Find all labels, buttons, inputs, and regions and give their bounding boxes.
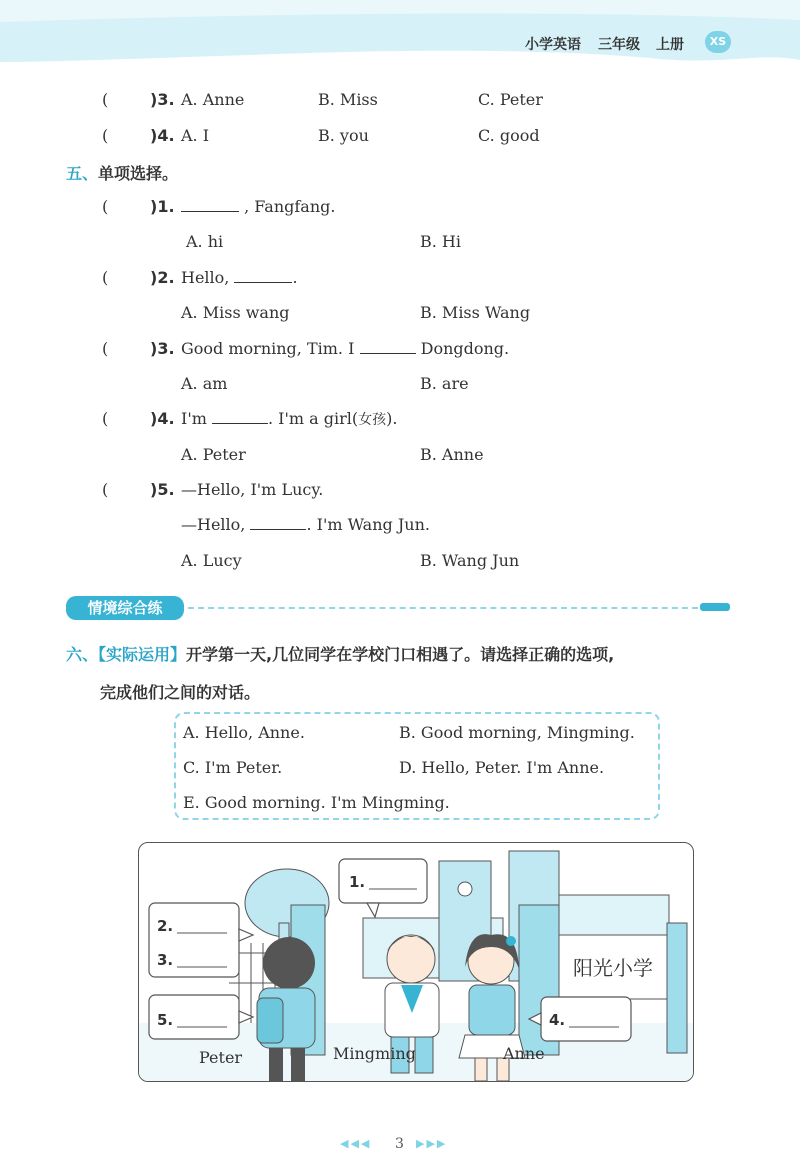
option-b: B. Anne bbox=[420, 445, 484, 464]
fill-blank[interactable] bbox=[234, 268, 292, 283]
name-peter: Peter bbox=[199, 1048, 243, 1067]
answer-bracket[interactable]: ( bbox=[102, 268, 109, 287]
question-stem: Hello, . bbox=[181, 268, 298, 287]
question-stem: , Fangfang. bbox=[181, 197, 335, 216]
prompt-line-2: 完成他们之间的对话。 bbox=[100, 683, 261, 702]
option-c: C. good bbox=[478, 126, 540, 145]
answer-bracket[interactable]: ( bbox=[102, 339, 109, 358]
pencil-icon bbox=[700, 603, 730, 611]
question-stem: Good morning, Tim. I Dongdong. bbox=[181, 339, 510, 358]
answer-bracket[interactable]: ( bbox=[102, 90, 109, 109]
section-heading: 单项选择。 bbox=[98, 164, 179, 183]
practice-banner: 情境综合练 bbox=[66, 596, 184, 620]
dialogue-line-2: —Hello, . I'm Wang Jun. bbox=[181, 515, 430, 534]
fill-blank[interactable] bbox=[360, 339, 416, 354]
answer-bracket[interactable]: ( bbox=[102, 480, 109, 499]
scene-drawing bbox=[139, 843, 693, 1081]
section-6-prompt bbox=[66, 636, 756, 712]
question-stem: I'm . I'm a girl(女孩). bbox=[181, 409, 398, 428]
option-d: D. Hello, Peter. I'm Anne. bbox=[399, 758, 605, 777]
question-number: )5. bbox=[150, 480, 175, 499]
bubble-5-label: 5. bbox=[157, 1011, 174, 1029]
bubble-3-label: 3. bbox=[157, 951, 174, 969]
section-number: 五、 bbox=[66, 164, 99, 183]
section-5-title bbox=[66, 161, 178, 184]
bubble-1-label: 1. bbox=[349, 873, 366, 891]
option-b: B. are bbox=[420, 374, 469, 393]
option-b: B. Miss bbox=[318, 90, 378, 109]
option-a: A. I bbox=[181, 126, 210, 145]
question-number: )2. bbox=[150, 268, 175, 287]
option-a: A. Lucy bbox=[181, 551, 242, 570]
bubble-4-label: 4. bbox=[549, 1011, 566, 1029]
option-a: A. Hello, Anne. bbox=[183, 723, 305, 742]
option-b: B. you bbox=[318, 126, 369, 145]
option-a: A. Peter bbox=[181, 445, 246, 464]
header-volume: 上册 bbox=[656, 37, 684, 53]
section-tag: 【实际运用】 bbox=[98, 645, 187, 664]
dialogue-line-1: —Hello, I'm Lucy. bbox=[181, 480, 324, 499]
header-subject: 小学英语 bbox=[525, 37, 581, 53]
question-number: )3. bbox=[150, 90, 175, 109]
option-b: B. Hi bbox=[420, 232, 461, 251]
question-number: )1. bbox=[150, 197, 175, 216]
prompt-line-1: 开学第一天,几位同学在学校门口相遇了。请选择正确的选项, bbox=[186, 645, 615, 664]
school-sign-text: 阳光小学 bbox=[573, 956, 653, 980]
fill-blank[interactable] bbox=[250, 515, 306, 530]
name-anne: Anne bbox=[503, 1044, 545, 1063]
option-b: B. Miss Wang bbox=[420, 303, 531, 322]
school-gate-illustration bbox=[138, 842, 694, 1082]
question-number: )3. bbox=[150, 339, 175, 358]
header-grade: 三年级 bbox=[598, 37, 640, 53]
option-a: A. am bbox=[181, 374, 228, 393]
option-b: B. Good morning, Mingming. bbox=[399, 723, 635, 742]
fill-blank[interactable] bbox=[212, 409, 268, 424]
answer-bracket[interactable]: ( bbox=[102, 197, 109, 216]
footer-left-arrows: ◀◀◀ bbox=[340, 1137, 372, 1150]
option-a: A. hi bbox=[186, 232, 224, 251]
series-badge: XS bbox=[705, 31, 731, 53]
bubble-2-label: 2. bbox=[157, 917, 174, 935]
option-c: C. I'm Peter. bbox=[183, 758, 283, 777]
option-a: A. Miss wang bbox=[181, 303, 290, 322]
question-number: )4. bbox=[150, 126, 175, 145]
fill-blank[interactable] bbox=[181, 197, 239, 212]
page-number: 3 bbox=[395, 1136, 404, 1152]
section-number: 六、 bbox=[66, 645, 99, 664]
answer-bracket[interactable]: ( bbox=[102, 126, 109, 145]
option-e: E. Good morning. I'm Mingming. bbox=[183, 793, 450, 812]
option-b: B. Wang Jun bbox=[420, 551, 520, 570]
footer-right-arrows: ▶▶▶ bbox=[416, 1137, 448, 1150]
banner-divider bbox=[188, 607, 698, 609]
answer-bracket[interactable]: ( bbox=[102, 409, 109, 428]
question-number: )4. bbox=[150, 409, 175, 428]
option-c: C. Peter bbox=[478, 90, 543, 109]
name-mingming: Mingming bbox=[333, 1044, 416, 1063]
option-a: A. Anne bbox=[181, 90, 245, 109]
